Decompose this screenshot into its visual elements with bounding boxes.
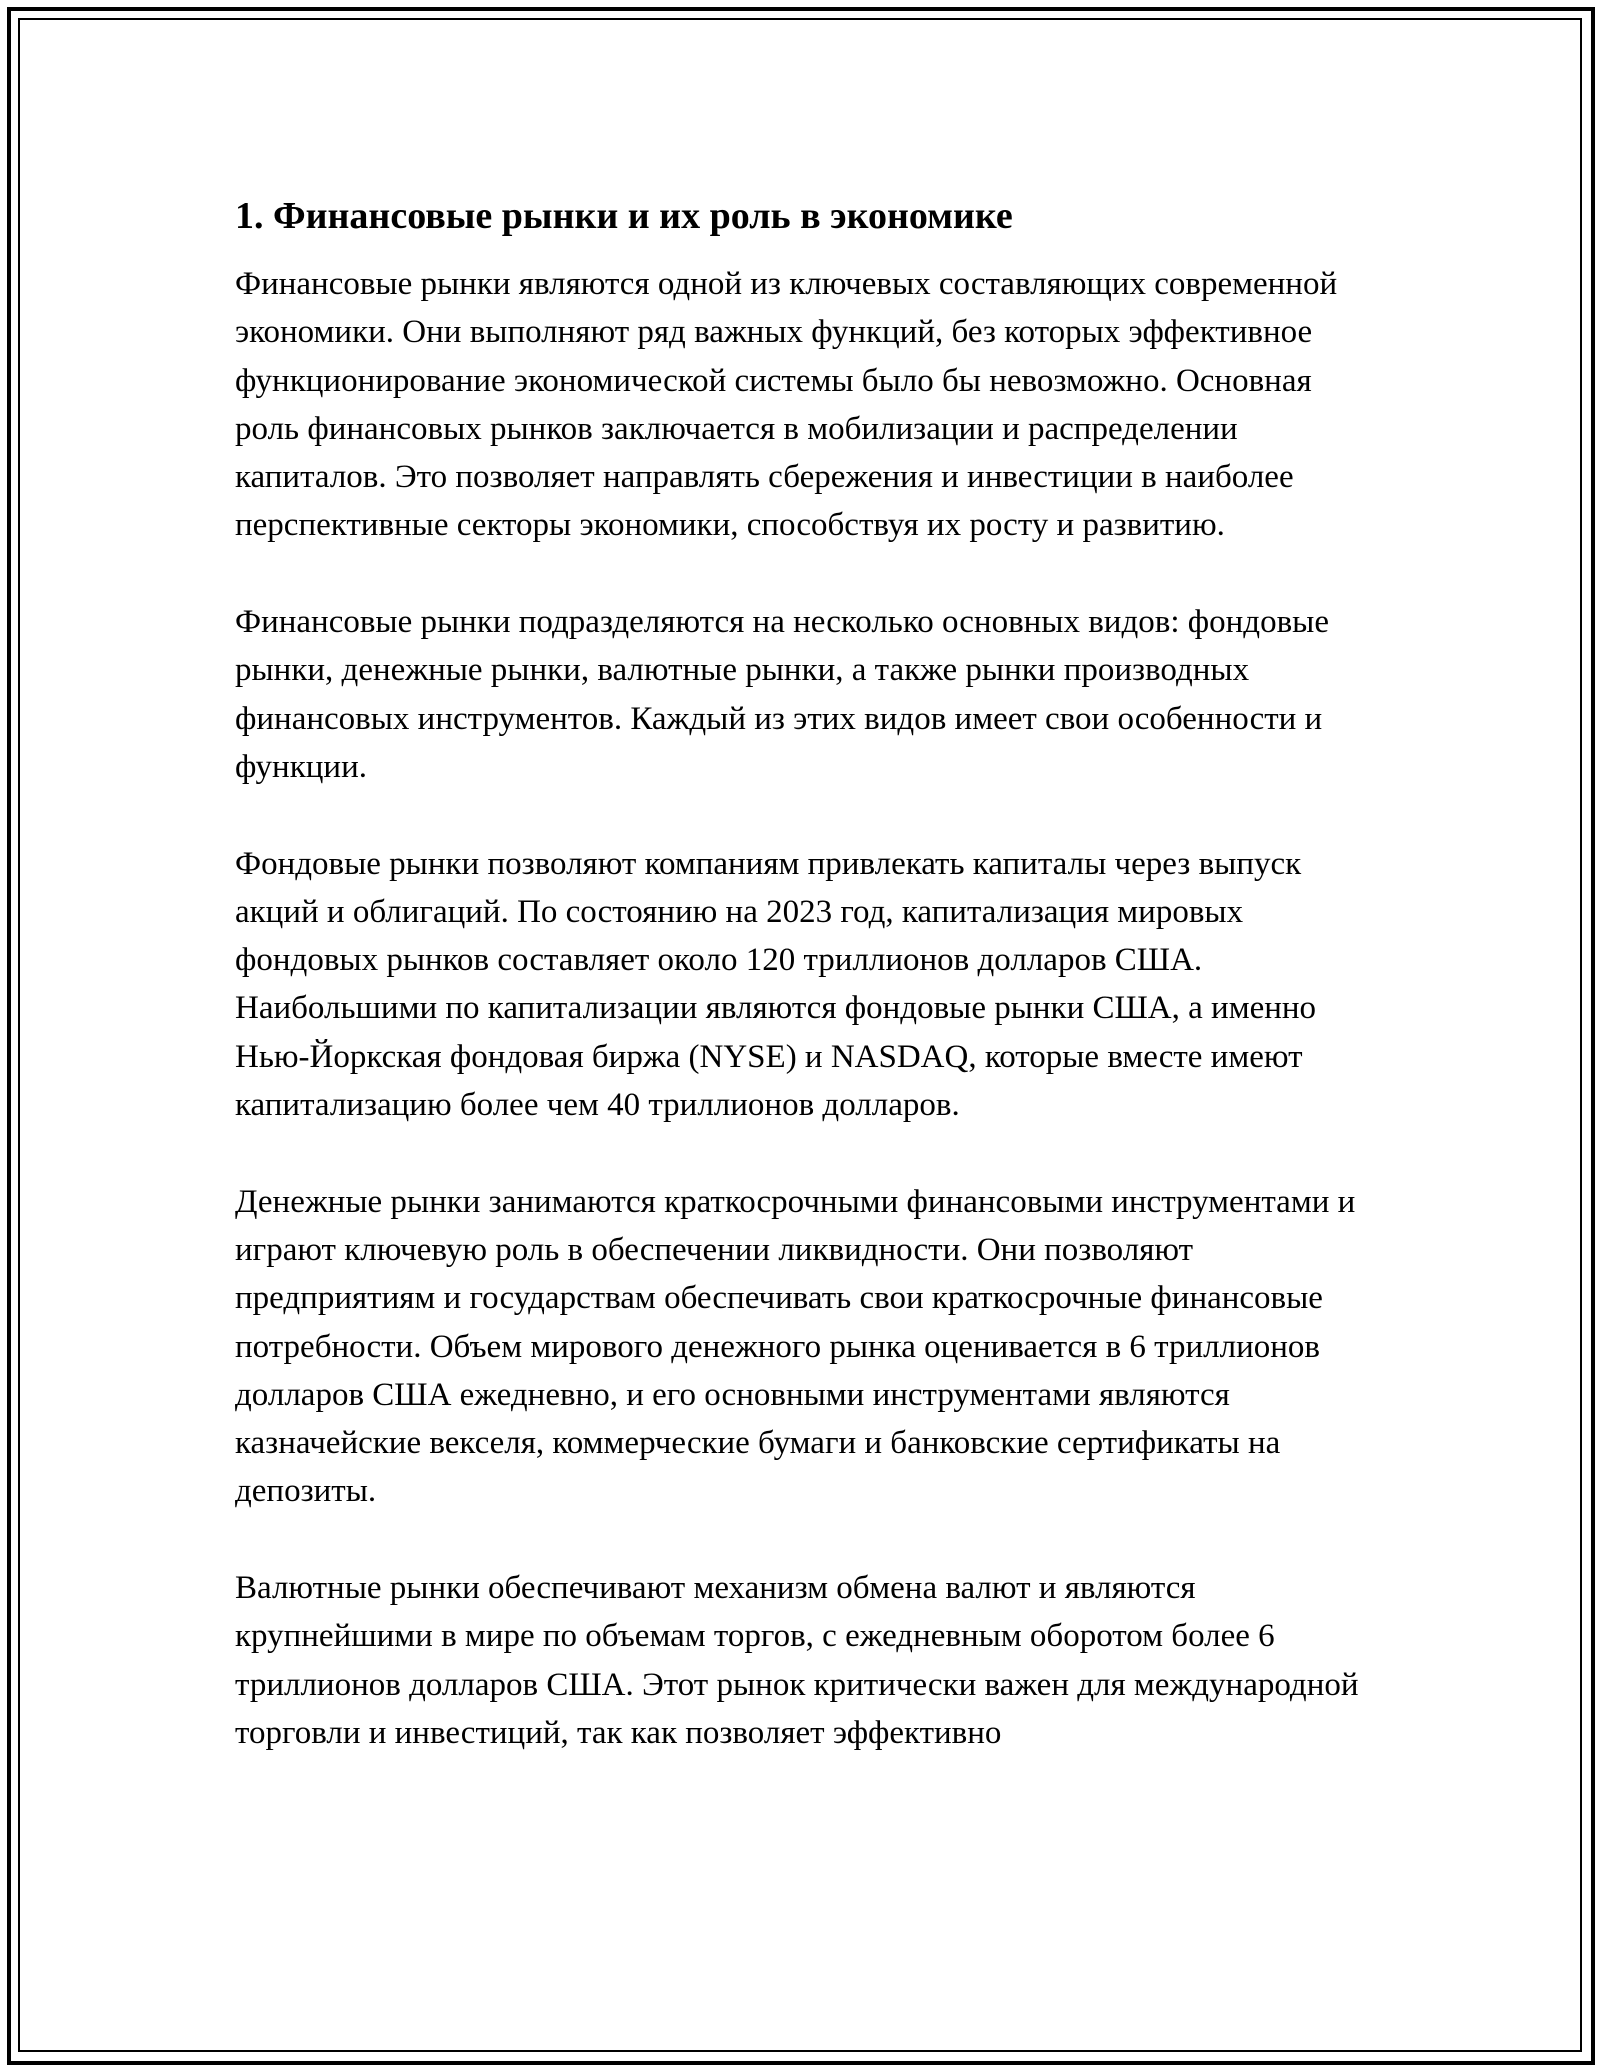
paragraph-role-of-markets: Финансовые рынки являются одной из ключевых составляющих современной экономики. Они выполняют ряд важных функций, без которых эффективное функционирование экономической системы было бы невозможно. Основная роль финансовых рынков заключается в мобилизации и распределении капиталов. Это позволяет направлять сбережения и инвестиции в наиболее перспективные секторы экономики, способствуя их росту и развитию. xyxy=(235,266,1338,544)
paragraph-money-markets: Денежные рынки занимаются краткосрочными финансовыми инструментами и играют ключевую роль в обеспечении ликвидности. Они позволяют предприятиям и государствам обеспечивать свои краткосрочные финансовые потребности. Объем мирового денежного рынка оценивается в 6 триллионов долларов США ежедневно, и его основными инструментами являются казначейские векселя, коммерческие бумаги и банковские сертификаты на депозиты. xyxy=(235,1183,1356,1510)
paragraph-market-types: Финансовые рынки подразделяются на несколько основных видов: фондовые рынки, денежные рынки, валютные рынки, а также рынки производных финансовых инструментов. Каждый из этих видов имеет свои особенности и функции. xyxy=(235,604,1329,785)
paragraph-stock-markets: Фондовые рынки позволяют компаниям привлекать капиталы через выпуск акций и облигаций. По состоянию на 2023 год, капитализация мировых фондовых рынков составляет около 120 триллионов долларов США. Наибольшими по капитализации являются фондовые рынки США, а именно Нью-Йоркская фондовая биржа (NYSE) и NASDAQ, которые вместе имеют капитализацию более чем 40 триллионов долларов. xyxy=(235,845,1317,1124)
paragraph-currency-markets: Валютные рынки обеспечивают механизм обмена валют и являются крупнейшими в мире по объемам торгов, с ежедневным оборотом более 6 триллионов долларов США. Этот рынок критически важен для международной торговли и инвестиций, так как позволяет эффективно xyxy=(235,1570,1359,1751)
document-body xyxy=(235,190,1375,1806)
section-heading: 1. Финансовые рынки и их роль в экономике xyxy=(235,195,1013,237)
